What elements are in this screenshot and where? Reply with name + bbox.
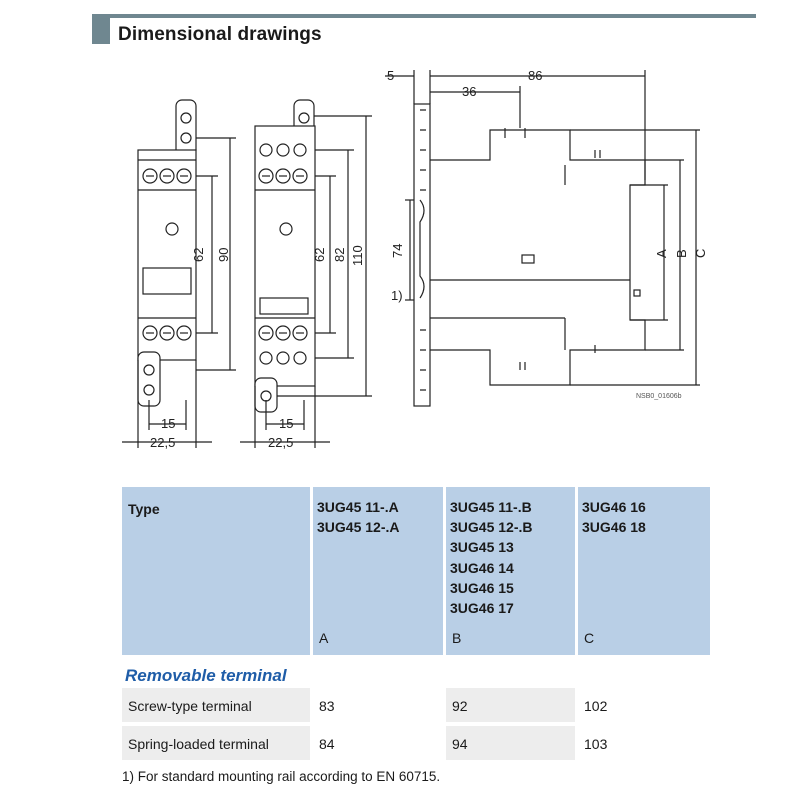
model-number: 3UG46 16: [582, 499, 646, 515]
dim-22-5-a: 22,5: [150, 435, 176, 450]
dim-36: 36: [462, 84, 477, 99]
dim-C: C: [693, 248, 708, 258]
model-number: 3UG45 12-.B: [450, 519, 533, 536]
type-label: Type: [128, 501, 160, 517]
value-cell-c: [578, 688, 710, 722]
dim-A: A: [654, 249, 669, 258]
device-front-spring: [240, 100, 372, 448]
value-cell-b: [446, 688, 575, 722]
table-row: [122, 688, 710, 722]
model-number: 3UG45 11-.A: [317, 499, 399, 515]
value-cell-a: [313, 726, 443, 760]
value-b: 94: [452, 736, 468, 752]
dim-B: B: [674, 249, 689, 258]
dim-74: 74: [390, 243, 405, 258]
row-label-cell: [122, 726, 310, 760]
dim-15-b: 15: [279, 416, 294, 431]
dim-82: 82: [332, 247, 347, 262]
section-title: Removable terminal: [125, 666, 287, 685]
column-a-models: [317, 497, 399, 537]
dim-62-b: 62: [312, 247, 327, 262]
table-row: [122, 726, 710, 760]
model-number: 3UG46 18: [582, 519, 646, 536]
row-label: Spring-loaded terminal: [128, 736, 269, 752]
value-c: 102: [584, 698, 608, 714]
footnote-marker: 1): [391, 288, 403, 303]
value-cell-c: [578, 726, 710, 760]
column-c-models: [582, 497, 646, 537]
column-c-header: [578, 487, 710, 655]
column-b-header: [446, 487, 575, 655]
column-b-models: [450, 497, 532, 618]
device-side-view: [385, 70, 700, 406]
footnote: 1) For standard mounting rail according to EN 60715.: [122, 769, 441, 784]
dim-110: 110: [350, 245, 365, 266]
dim-62-a: 62: [191, 247, 206, 262]
dimension-table: [122, 487, 710, 655]
type-header-cell: [122, 487, 310, 655]
dim-90: 90: [216, 247, 231, 262]
column-c-letter: C: [584, 630, 595, 646]
column-a-header: [313, 487, 443, 655]
value-a: 84: [319, 736, 335, 752]
model-number: 3UG45 11-.B: [450, 499, 532, 515]
drawing-ref-code: NSB0_01606b: [636, 393, 682, 400]
model-number: 3UG45 13: [450, 539, 514, 556]
dim-15-a: 15: [161, 416, 176, 431]
device-front-screw: [122, 100, 236, 448]
value-b: 92: [452, 698, 468, 714]
dim-5: 5: [387, 68, 395, 83]
page-title: Dimensional drawings: [118, 24, 322, 45]
dim-22-5-b: 22,5: [268, 435, 294, 450]
value-c: 103: [584, 736, 608, 752]
model-number: 3UG46 15: [450, 579, 514, 596]
row-label-cell: [122, 688, 310, 722]
value-cell-a: [313, 688, 443, 722]
model-number: 3UG46 14: [450, 559, 514, 576]
model-number: 3UG45 12-.A: [317, 519, 400, 536]
column-a-letter: A: [319, 630, 329, 646]
column-b-letter: B: [452, 630, 462, 646]
value-cell-b: [446, 726, 575, 760]
row-label: Screw-type terminal: [128, 698, 252, 714]
dim-86: 86: [528, 68, 543, 83]
value-a: 83: [319, 698, 335, 714]
model-number: 3UG46 17: [450, 600, 514, 617]
